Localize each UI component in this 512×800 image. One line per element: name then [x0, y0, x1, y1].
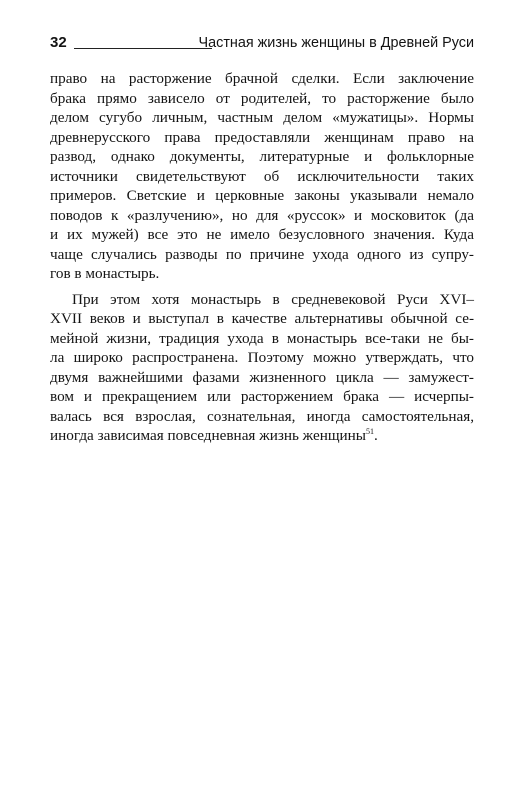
paragraph-1	[50, 69, 474, 284]
text-line: делом сугубо личным, частным делом «мужатицы». Нормы	[50, 109, 474, 126]
page-number: 32	[50, 34, 67, 51]
text-line: поводов к «разлучению», но для «руссок» и московиток (да	[50, 206, 474, 224]
paragraph-2	[50, 290, 474, 446]
text-line: При этом хотя монастырь в средневековой Руси XVI–	[72, 290, 474, 308]
text-line: развод, однако документы, литературные и фольклорные	[50, 148, 474, 165]
text-line: валась вся взрослая, сознательная, иногда самостоятельная,	[50, 407, 474, 425]
text-line: XVII веков и выступал в качестве альтернативы обычной се-	[50, 310, 474, 327]
text-line: и их мужей) все это не имело безусловного значения. Куда	[50, 226, 474, 243]
text-line: вом и прекращением или расторжением брака — исчерпы-	[50, 388, 474, 405]
text-line: ла широко распространена. Поэтому можно утверждать, что	[50, 349, 474, 366]
text-line: право на расторжение брачной сделки. Если заключение	[50, 70, 474, 87]
final-line-text: иногда зависимая повседневная жизнь женщины	[50, 427, 366, 444]
text-line: примеров. Светские и церковные законы указывали немало	[50, 187, 474, 204]
text-line: источники свидетельствуют об исключительности таких	[50, 167, 474, 185]
text-line: гов в монастырь.	[50, 265, 160, 282]
header-rule	[74, 48, 212, 49]
text-line: чаще случались разводы по причине ухода одного из супру-	[50, 245, 474, 263]
footnote-reference: 51	[366, 427, 374, 436]
text-line: брака прямо зависело от родителей, то расторжение было	[50, 89, 474, 107]
running-title: Частная жизнь женщины в Древней Руси	[198, 35, 474, 51]
text-line: мейной жизни, традиция ухода в монастырь все-таки не бы-	[50, 329, 474, 347]
final-punctuation: .	[374, 427, 378, 444]
text-line: двумя важнейшими фазами жизненного цикла — замужест-	[50, 368, 474, 386]
body-text	[50, 69, 474, 446]
page-header	[50, 28, 474, 58]
text-line-final	[50, 426, 474, 446]
text-line: древнерусского права предоставляли женщинам право на	[50, 128, 474, 146]
